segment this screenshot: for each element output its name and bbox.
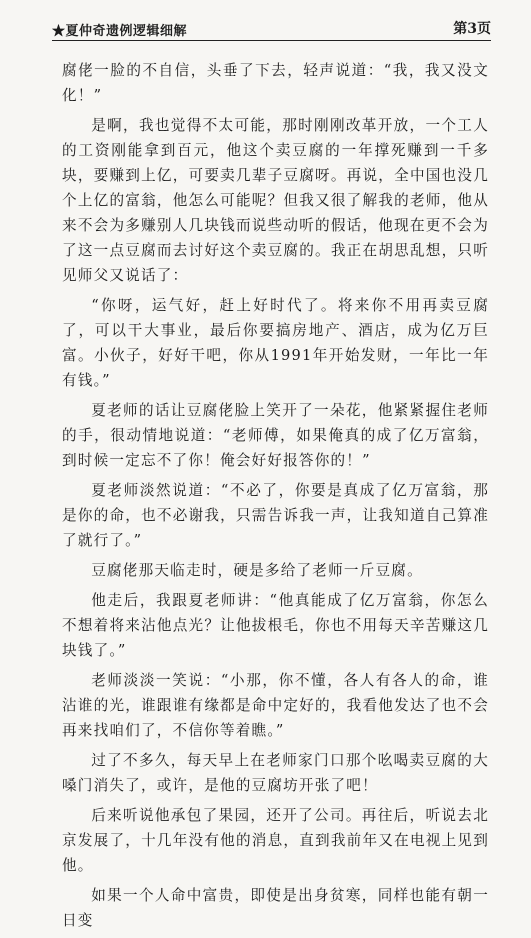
paragraph: 他走后，我跟夏老师讲：“他真能成了亿万富翁，你怎么不想着将来沾他点光？让他拔根毛，你也不用每天辛苦赚这几块钱了。”	[62, 592, 489, 659]
paragraph: 过了不多久，每天早上在老师家门口那个吆喝卖豆腐的大嗓门消失了，或许，是他的豆腐坊开张了吧！	[62, 752, 489, 794]
paragraph: 老师淡淡一笑说：“小那，你不懂，各人有各人的命，谁沾谁的光，谁跟谁有缘都是命中定好的，我看他发达了也不会再来找咱们了，不信你等着瞧。”	[62, 672, 489, 739]
paragraph: 后来听说他承包了果园，还开了公司。再往后，听说去北京发展了，十几年没有他的消息，直到我前年又在电视上见到他。	[62, 807, 489, 874]
paragraph: 夏老师淡然说道：“不必了，你要是真成了亿万富翁，那是你的命，也不必谢我，只需告诉我一声，让我知道自己算准了就行了。”	[62, 482, 489, 549]
paragraph: “你呀，运气好，赶上好时代了。将来你不用再卖豆腐了，可以干大事业，最后你要搞房地产、酒店，成为亿万巨富。小伙子，好好干吧，你从1991年开始发财，一年比一年有钱。”	[62, 297, 489, 389]
page-number: 第3页	[453, 21, 491, 37]
page-body	[62, 58, 489, 938]
book-title: ★夏仲奇遗例逻辑细解	[52, 24, 188, 39]
paragraph: 豆腐佬那天临走时，硬是多给了老师一斤豆腐。	[91, 562, 423, 579]
paragraph: 是啊，我也觉得不太可能，那时刚刚改革开放，一个工人的工资刚能拿到百元，他这个卖豆腐的一年撑死赚到一千多块，要赚到上亿，可要卖几辈子豆腐呀。再说，全中国也没几个上亿的富翁，他怎么可能呢？但我又很了解我的老师，他从来不会为多赚别人几块钱而说些动听的假话，他现在更不会为了这一点豆腐而去讨好这个卖豆腐的。我正在胡思乱想，只听见师父又说话了：	[62, 117, 489, 284]
paragraph: 如果一个人命中富贵，即使是出身贫寒，同样也能有朝一日变	[62, 887, 489, 929]
paragraph: 腐佬一脸的不自信，头垂了下去，轻声说道：“我，我又没文化！”	[62, 62, 489, 104]
page-header	[52, 18, 491, 41]
paragraph: 夏老师的话让豆腐佬脸上笑开了一朵花，他紧紧握住老师的手，很动情地说道：“老师傅，如果俺真的成了亿万富翁，到时候一定忘不了你！俺会好好报答你的！”	[62, 402, 489, 469]
